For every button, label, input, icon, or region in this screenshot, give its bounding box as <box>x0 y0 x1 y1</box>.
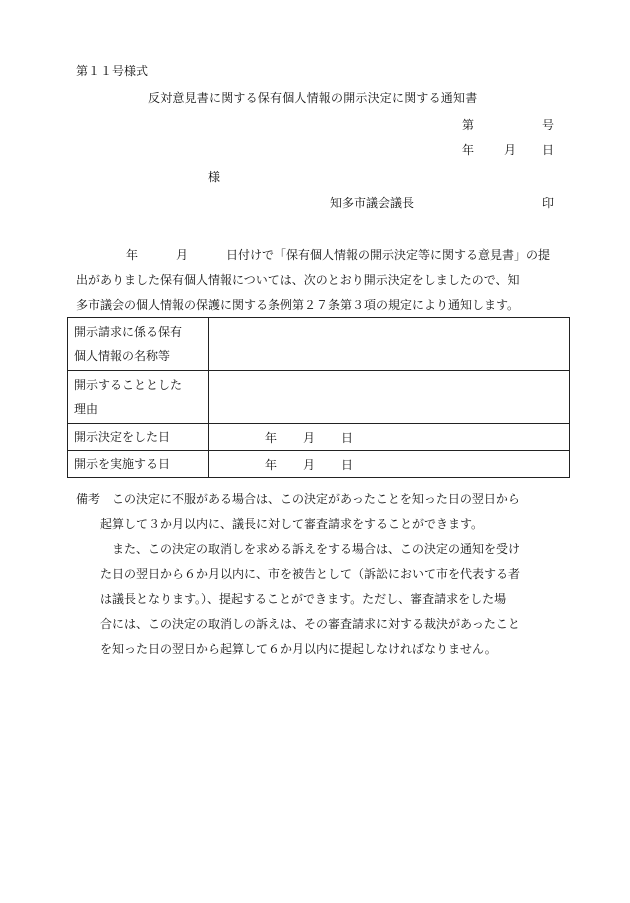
addressee-suffix: 様 <box>208 170 221 184</box>
disclosure-info-table <box>67 317 570 478</box>
row-label-info-name <box>68 318 209 371</box>
intro-line-1-text: 日付けで「保有個人情報の開示決定等に関する意見書」の提 <box>226 248 551 262</box>
seal-mark: 印 <box>542 196 555 210</box>
sender-name: 知多市議会議長 <box>330 196 415 210</box>
row-label-reason <box>68 371 209 424</box>
form-number: 第１１号様式 <box>76 64 149 78</box>
row-value-reason[interactable] <box>209 371 570 424</box>
table-row <box>68 424 570 451</box>
date-month: 月 <box>303 430 316 445</box>
row-value-implementation-date[interactable] <box>209 451 570 478</box>
label-line: 開示することとした <box>74 378 183 392</box>
notes-section <box>76 487 571 662</box>
date-day: 日 <box>341 430 354 445</box>
notes-line-7: を知った日の翌日から起算して６か月以内に提起しなければなりません。 <box>100 642 497 656</box>
table-row <box>68 451 570 478</box>
doc-number-prefix: 第 <box>462 118 475 132</box>
date-year: 年 <box>265 457 278 472</box>
notes-line-3: また、この決定の取消しを求める訴えをする場合は、この決定の通知を受け <box>112 542 521 556</box>
date-day: 日 <box>542 143 555 157</box>
row-value-decision-date[interactable] <box>209 424 570 451</box>
intro-paragraph <box>76 243 571 318</box>
row-label-decision-date: 開示決定をした日 <box>68 424 209 451</box>
intro-line-2: 出がありました保有個人情報については、次のとおり開示決定をしましたので、知 <box>76 273 520 287</box>
date-month: 月 <box>303 457 316 472</box>
date-year: 年 <box>462 143 475 157</box>
date-day: 日 <box>341 457 354 472</box>
label-line: 個人情報の名称等 <box>74 349 171 363</box>
intro-line-3: 多市議会の個人情報の保護に関する条例第２７条第３項の規定により通知します。 <box>76 298 520 312</box>
intro-year: 年 <box>126 248 139 262</box>
table-row <box>68 318 570 371</box>
notes-line-6: 合には、この決定の取消しの訴えは、その審査請求に対する裁決があったこと <box>100 617 520 631</box>
label-line: 理由 <box>74 402 99 416</box>
notes-line-4: た日の翌日から６か月以内に、市を被告として（訴訟において市を代表する者 <box>100 567 521 581</box>
label-line: 開示請求に係る保有 <box>74 325 183 339</box>
row-label-implementation-date: 開示を実施する日 <box>68 451 209 478</box>
intro-month: 月 <box>176 248 189 262</box>
row-value-info-name[interactable] <box>209 318 570 371</box>
document-title: 反対意見書に関する保有個人情報の開示決定に関する通知書 <box>148 91 478 105</box>
doc-number-suffix: 号 <box>542 118 555 132</box>
table-row <box>68 371 570 424</box>
notes-line-5: は議長となります。）、提起することができます。ただし、審査請求をした場 <box>100 592 507 606</box>
notes-line-1: 備考 この決定に不服がある場合は、この決定があったことを知った日の翌日から <box>76 492 520 506</box>
notes-line-2: 起算して３か月以内に、議長に対して審査請求をすることができます。 <box>100 517 484 531</box>
intro-line-1 <box>76 243 571 268</box>
date-month: 月 <box>504 143 517 157</box>
date-year: 年 <box>265 430 278 445</box>
